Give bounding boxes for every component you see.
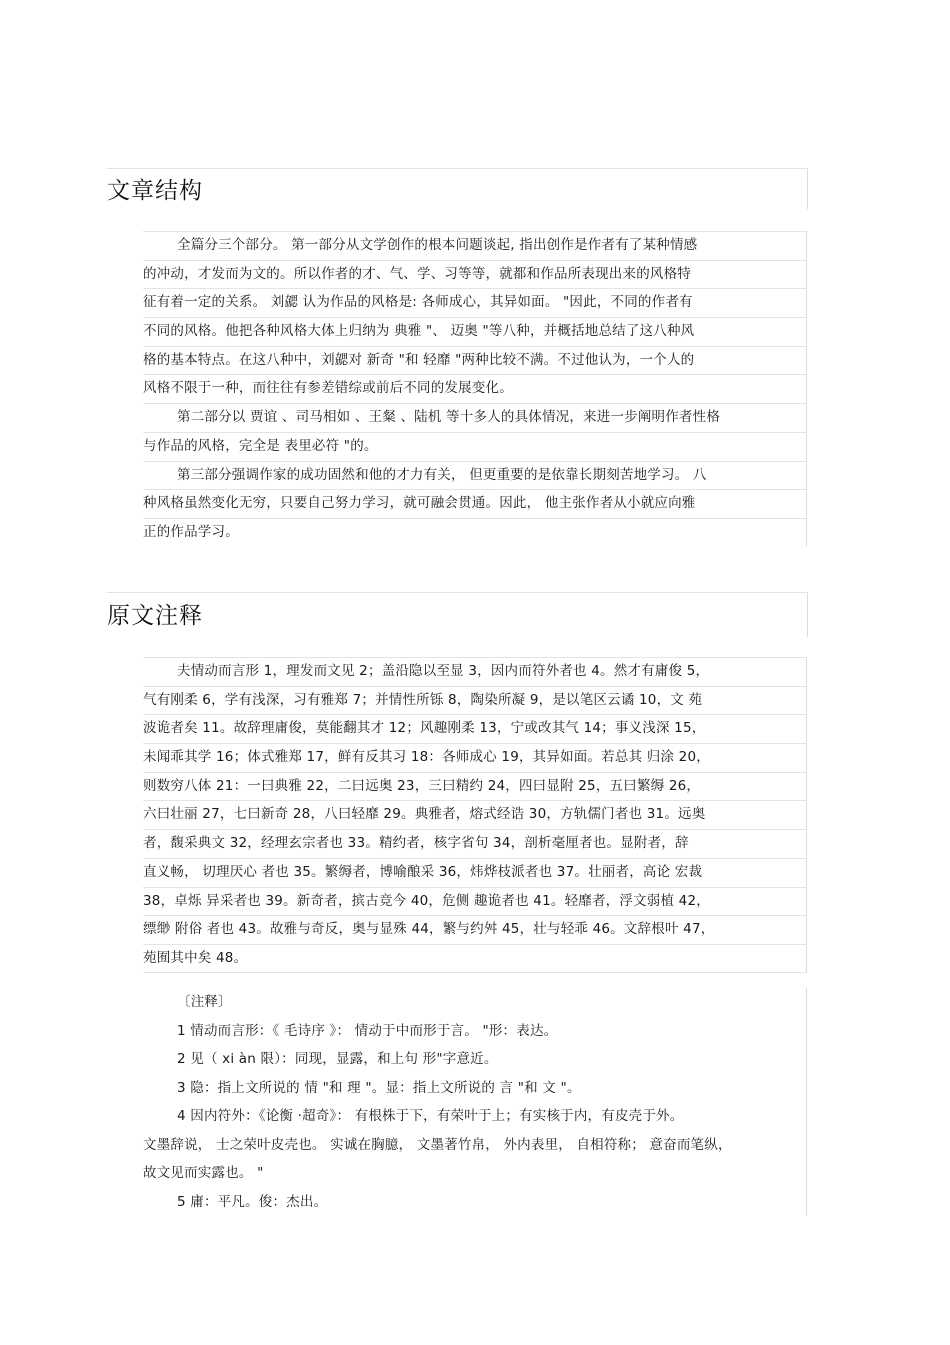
structure-paragraphs: [143, 231, 807, 547]
note-item: 2 见（ xi àn 限）：同现，显露，和上句 形"字意近。: [143, 1045, 807, 1074]
notes-block: [143, 988, 807, 1216]
text-line: 气有刚柔 6，学有浅深，习有雅郑 7；并情性所铄 8，陶染所凝 9，是以笔区云谲 10，文 苑: [143, 686, 807, 715]
section-heading-box: [107, 592, 808, 637]
text-line: 苑囿其中矣 48。: [143, 944, 807, 973]
text-line: 不同的风格。他把各种风格大体上归纳为 典雅 "、 迈奥 "等八种，并概括地总结了这八种风: [143, 317, 807, 346]
note-continuation: 故文见而实露也。 ": [143, 1159, 807, 1188]
text-line: 第三部分强调作家的成功固然和他的才力有关， 但更重要的是依靠长期刻苦地学习。 八: [143, 461, 807, 490]
note-item: 4 因内符外：《论衡 ·超奇》： 有根株于下，有荣叶于上；有实核于内，有皮壳于外。: [143, 1102, 807, 1131]
text-line: 种风格虽然变化无穷，只要自己努力学习，就可融会贯通。因此， 他主张作者从小就应向雅: [143, 489, 807, 518]
text-line: 未闻乖其学 16；体式雅郑 17，鲜有反其习 18：各师成心 19，其异如面。若总其 归涂 20，: [143, 743, 807, 772]
notes-heading: 〔注释〕: [143, 988, 807, 1017]
section-title-structure: 文章结构: [107, 178, 203, 204]
note-item: 3 隐：指上文所说的 情 "和 理 "。显：指上文所说的 言 "和 文 "。: [143, 1074, 807, 1103]
text-line: 征有着一定的关系。 刘勰 认为作品的风格是: 各师成心，其异如面。 "因此，不同的作者有: [143, 288, 807, 317]
text-line: 正的作品学习。: [143, 518, 807, 547]
text-line: 的冲动，才发而为文的。所以作者的才、气、学、习等等，就都和作品所表现出来的风格特: [143, 260, 807, 289]
text-line: 全篇分三个部分。 第一部分从文学创作的根本问题谈起, 指出创作是作者有了某种情感: [143, 231, 807, 260]
note-item: 5 庸：平凡。俊：杰出。: [143, 1188, 807, 1217]
text-line: 风格不限于一种，而往往有参差错综或前后不同的发展变化。: [143, 374, 807, 403]
text-line: 则数穷八体 21：一曰典雅 22，二曰远奥 23，三曰精约 24，四曰显附 25，五曰繁缛 26，: [143, 772, 807, 801]
note-continuation: 文墨辞说， 士之荣叶皮壳也。 实诚在胸臆， 文墨著竹帛， 外内表里， 自相符称； 意奋而笔纵，: [143, 1131, 807, 1160]
text-line: 与作品的风格，完全是 表里必符 "的。: [143, 432, 807, 461]
text-line: 38，卓烁 异采者也 39。新奇者，摈古竞今 40，危侧 趣诡者也 41。轻靡者，浮文弱植 42，: [143, 887, 807, 916]
text-line: 者，馥采典文 32，经理玄宗者也 33。精约者，核字省句 34，剖析毫厘者也。显附者，辞: [143, 829, 807, 858]
text-line: 波诡者矣 11。故辞理庸俊，莫能翻其才 12；风趣刚柔 13，宁或改其气 14；事义浅深 15，: [143, 714, 807, 743]
text-line: 六曰壮丽 27，七曰新奇 28，八曰轻靡 29。典雅者，熔式经诰 30，方轨儒门者也 31。远奥: [143, 800, 807, 829]
section-heading-box: [107, 168, 808, 209]
note-item: 1 情动而言形：《 毛诗序 》： 情动于中而形于言。 "形：表达。: [143, 1017, 807, 1046]
text-line: 直义畅， 切理厌心 者也 35。繁缛者，博喻酿采 36，炜烨枝派者也 37。壮丽者，高论 宏裁: [143, 858, 807, 887]
original-text: [143, 657, 807, 973]
text-line: 缥缈 附俗 者也 43。故雅与奇反，奥与显殊 44，繁与约舛 45，壮与轻乖 46。文辞根叶 47，: [143, 915, 807, 944]
text-line: 格的基本特点。在这八种中，刘勰对 新奇 "和 轻靡 "两种比较不满。不过他认为，一个人的: [143, 346, 807, 375]
section-title-annotation: 原文注释: [107, 603, 203, 629]
text-line: 夫情动而言形 1，理发而文见 2；盖沿隐以至显 3，因内而符外者也 4。然才有庸俊 5，: [143, 657, 807, 686]
text-line: 第二部分以 贾谊 、司马相如 、王粲 、陆机 等十多人的具体情况，来进一步阐明作者性格: [143, 403, 807, 432]
